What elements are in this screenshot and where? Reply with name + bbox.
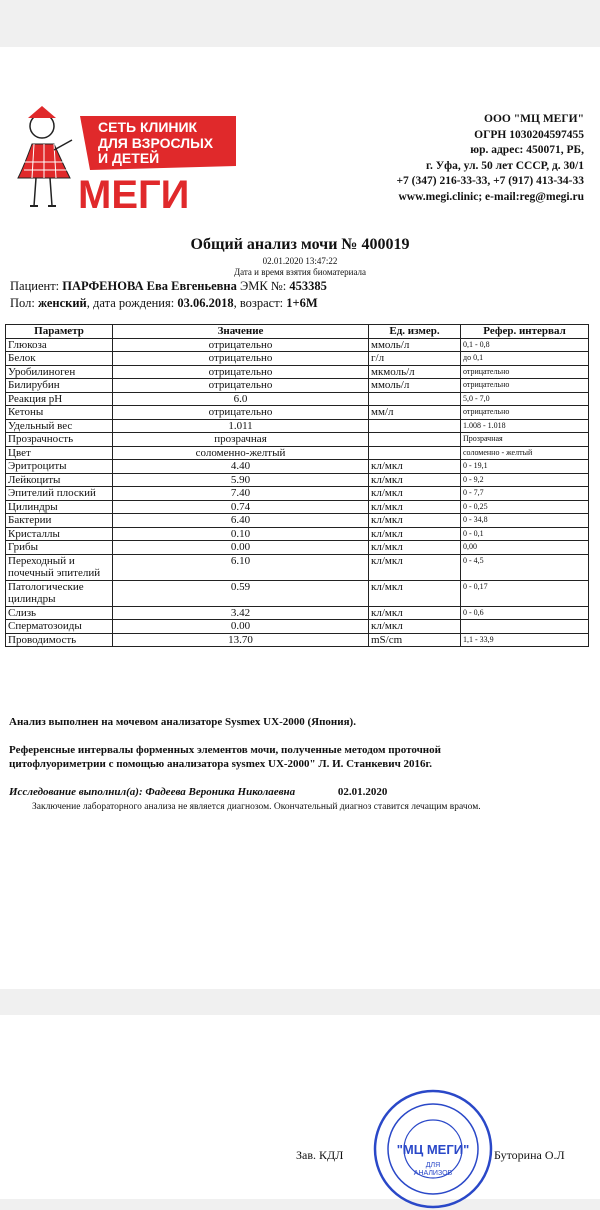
logo-line2: ДЛЯ ВЗРОСЛЫХ <box>98 135 214 151</box>
logo-line1: СЕТЬ КЛИНИК <box>98 119 198 135</box>
param-cell: Уробилиноген <box>6 365 113 379</box>
unit-cell: кл/мкл <box>369 620 461 634</box>
param-cell: Бактерии <box>6 514 113 528</box>
reference-cell: 0 - 7,7 <box>461 487 589 501</box>
patient-label: Пациент: <box>10 279 60 293</box>
reference-cell <box>461 620 589 634</box>
table-row <box>6 406 589 420</box>
unit-cell <box>369 433 461 447</box>
reference-cell: Прозрачная <box>461 433 589 447</box>
unit-cell <box>369 392 461 406</box>
sample-datetime: 02.01.2020 13:47:22 <box>262 256 338 266</box>
param-cell: Удельный вес <box>6 419 113 433</box>
table-row <box>6 392 589 406</box>
unit-cell: кл/мкл <box>369 460 461 474</box>
value-cell: 4.40 <box>113 460 369 474</box>
unit-cell: мм/л <box>369 406 461 420</box>
dob-label: , дата рождения: <box>86 296 175 310</box>
reference-cell: 0 - 0,6 <box>461 606 589 620</box>
unit-cell <box>369 446 461 460</box>
reference-cell: 0 - 34,8 <box>461 514 589 528</box>
param-cell: Грибы <box>6 541 113 555</box>
value-cell: соломенно-желтый <box>113 446 369 460</box>
value-cell: отрицательно <box>113 338 369 352</box>
reference-cell: отрицательно <box>461 379 589 393</box>
emk-label: ЭМК №: <box>239 279 287 293</box>
header-parameter: Параметр <box>6 325 113 339</box>
reference-cell: 0 - 0,1 <box>461 527 589 541</box>
head-name: Буторина О.Л <box>494 1148 565 1162</box>
table-row <box>6 352 589 366</box>
table-row <box>6 460 589 474</box>
param-cell: Глюкоза <box>6 338 113 352</box>
sample-datetime-label: Дата и время взятия биоматериала <box>233 267 367 277</box>
unit-cell: кл/мкл <box>369 541 461 555</box>
reference-cell: 0 - 0,25 <box>461 500 589 514</box>
table-row <box>6 606 589 620</box>
performed-by <box>9 786 387 798</box>
reference-cell: 0 - 4,5 <box>461 554 589 580</box>
reference-cell: 5,0 - 7,0 <box>461 392 589 406</box>
param-cell: Слизь <box>6 606 113 620</box>
unit-cell: mS/cm <box>369 633 461 647</box>
dob-value: 03.06.2018 <box>177 296 234 310</box>
megi-logo <box>14 66 254 216</box>
reference-cell: отрицательно <box>461 365 589 379</box>
performed-by-text: Исследование выполнил(а): Фадеева Вероника Николаевна <box>9 786 296 798</box>
table-row <box>6 379 589 393</box>
org-address-1: юр. адрес: 450071, РБ, <box>470 144 584 157</box>
param-cell: Реакция pH <box>6 392 113 406</box>
param-cell: Патологические цилиндры <box>6 580 113 606</box>
reference-note-2: цитофлуориметрии с помощью анализатора sysmex UX-2000" Л. И. Станкевич 2016г. <box>9 758 433 770</box>
table-row <box>6 580 589 606</box>
sex-label: Пол: <box>10 296 35 310</box>
param-cell: Сперматозоиды <box>6 620 113 634</box>
param-cell: Прозрачность <box>6 433 113 447</box>
param-cell: Белок <box>6 352 113 366</box>
header-value: Значение <box>113 325 369 339</box>
reference-cell: 1.008 - 1.018 <box>461 419 589 433</box>
value-cell: прозрачная <box>113 433 369 447</box>
results-body <box>6 338 589 647</box>
table-row <box>6 514 589 528</box>
param-cell: Лейкоциты <box>6 473 113 487</box>
unit-cell <box>369 419 461 433</box>
param-cell: Эритроциты <box>6 460 113 474</box>
sex-value: женский <box>37 296 87 310</box>
param-cell: Цвет <box>6 446 113 460</box>
unit-cell: кл/мкл <box>369 500 461 514</box>
value-cell: 6.0 <box>113 392 369 406</box>
unit-cell: г/л <box>369 352 461 366</box>
unit-cell: кл/мкл <box>369 554 461 580</box>
param-cell: Билирубин <box>6 379 113 393</box>
org-web: www.megi.clinic; e-mail:reg@megi.ru <box>398 190 584 203</box>
table-row <box>6 554 589 580</box>
value-cell: отрицательно <box>113 352 369 366</box>
unit-cell: кл/мкл <box>369 473 461 487</box>
unit-cell: мкмоль/л <box>369 365 461 379</box>
table-row <box>6 541 589 555</box>
patient-details-line <box>10 296 318 311</box>
reference-cell: до 0,1 <box>461 352 589 366</box>
unit-cell: ммоль/л <box>369 338 461 352</box>
table-header-row <box>6 325 589 339</box>
table-row <box>6 487 589 501</box>
param-cell: Эпителий плоский <box>6 487 113 501</box>
org-address-2: г. Уфа, ул. 50 лет СССР, д. 30/1 <box>426 159 584 172</box>
value-cell: 0.10 <box>113 527 369 541</box>
patient-line <box>10 279 327 294</box>
reference-cell: 0 - 0,17 <box>461 580 589 606</box>
unit-cell: кл/мкл <box>369 514 461 528</box>
results-table <box>5 324 589 647</box>
disclaimer: Заключение лабораторного анализа не является диагнозом. Окончательный диагноз ставится лечащим врачом. <box>32 802 481 812</box>
analyzer-note: Анализ выполнен на мочевом анализаторе Sysmex UX-2000 (Япония). <box>9 716 356 728</box>
clinic-stamp <box>372 1088 494 1210</box>
logo-line3: И ДЕТЕЙ <box>98 150 160 166</box>
value-cell: 5.90 <box>113 473 369 487</box>
age-value: 1+6М <box>286 296 318 310</box>
value-cell: отрицательно <box>113 379 369 393</box>
reference-cell: 1,1 - 33,9 <box>461 633 589 647</box>
unit-cell: кл/мкл <box>369 527 461 541</box>
unit-cell: кл/мкл <box>369 606 461 620</box>
report-page-continuation <box>0 1015 600 1199</box>
table-row <box>6 433 589 447</box>
value-cell: 7.40 <box>113 487 369 501</box>
reference-cell: 0,1 - 0,8 <box>461 338 589 352</box>
reference-cell: соломенно - желтый <box>461 446 589 460</box>
table-row <box>6 500 589 514</box>
unit-cell: ммоль/л <box>369 379 461 393</box>
value-cell: 0.00 <box>113 541 369 555</box>
value-cell: отрицательно <box>113 406 369 420</box>
table-row <box>6 620 589 634</box>
header-unit: Ед. измер. <box>369 325 461 339</box>
age-label: , возраст: <box>233 296 284 310</box>
reference-note-1: Референсные интервалы форменных элементов мочи, полученные методом проточной <box>9 744 441 756</box>
reference-cell: 0 - 9,2 <box>461 473 589 487</box>
value-cell: 0.59 <box>113 580 369 606</box>
value-cell: 0.00 <box>113 620 369 634</box>
value-cell: 0.74 <box>113 500 369 514</box>
value-cell: 3.42 <box>113 606 369 620</box>
performed-date: 02.01.2020 <box>337 786 388 798</box>
table-row <box>6 365 589 379</box>
patient-name: ПАРФЕНОВА Ева Евгеньевна <box>62 279 237 293</box>
param-cell: Переходный и почечный эпителий <box>6 554 113 580</box>
table-row <box>6 446 589 460</box>
value-cell: 13.70 <box>113 633 369 647</box>
value-cell: 6.10 <box>113 554 369 580</box>
stamp-sub-text-2: АНАЛИЗОВ <box>413 1170 453 1177</box>
value-cell: 1.011 <box>113 419 369 433</box>
table-row <box>6 527 589 541</box>
mascot-figure <box>18 106 72 206</box>
organization-info <box>324 112 584 206</box>
param-cell: Цилиндры <box>6 500 113 514</box>
org-ogrn: ОГРН 1030204597455 <box>474 128 584 141</box>
org-phones: +7 (347) 216-33-33, +7 (917) 413-34-33 <box>396 175 584 188</box>
table-row <box>6 633 589 647</box>
document-title: Общий анализ мочи № 400019 <box>190 236 410 253</box>
stamp-sub-text-1: ДЛЯ <box>425 1162 441 1169</box>
emk-number: 453385 <box>289 279 327 293</box>
reference-cell: отрицательно <box>461 406 589 420</box>
reference-cell: 0 - 19,1 <box>461 460 589 474</box>
table-row <box>6 419 589 433</box>
value-cell: 6.40 <box>113 514 369 528</box>
param-cell: Кристаллы <box>6 527 113 541</box>
header-reference: Рефер. интервал <box>461 325 589 339</box>
unit-cell: кл/мкл <box>369 580 461 606</box>
logo-brand: МЕГИ <box>78 173 190 216</box>
reference-cell: 0,00 <box>461 541 589 555</box>
org-name: ООО "МЦ МЕГИ" <box>484 113 584 125</box>
param-cell: Проводимость <box>6 633 113 647</box>
head-label: Зав. КДЛ <box>296 1148 344 1162</box>
stamp-main-text: "МЦ МЕГИ" <box>396 1142 470 1157</box>
param-cell: Кетоны <box>6 406 113 420</box>
unit-cell: кл/мкл <box>369 487 461 501</box>
table-row <box>6 473 589 487</box>
table-row <box>6 338 589 352</box>
value-cell: отрицательно <box>113 365 369 379</box>
